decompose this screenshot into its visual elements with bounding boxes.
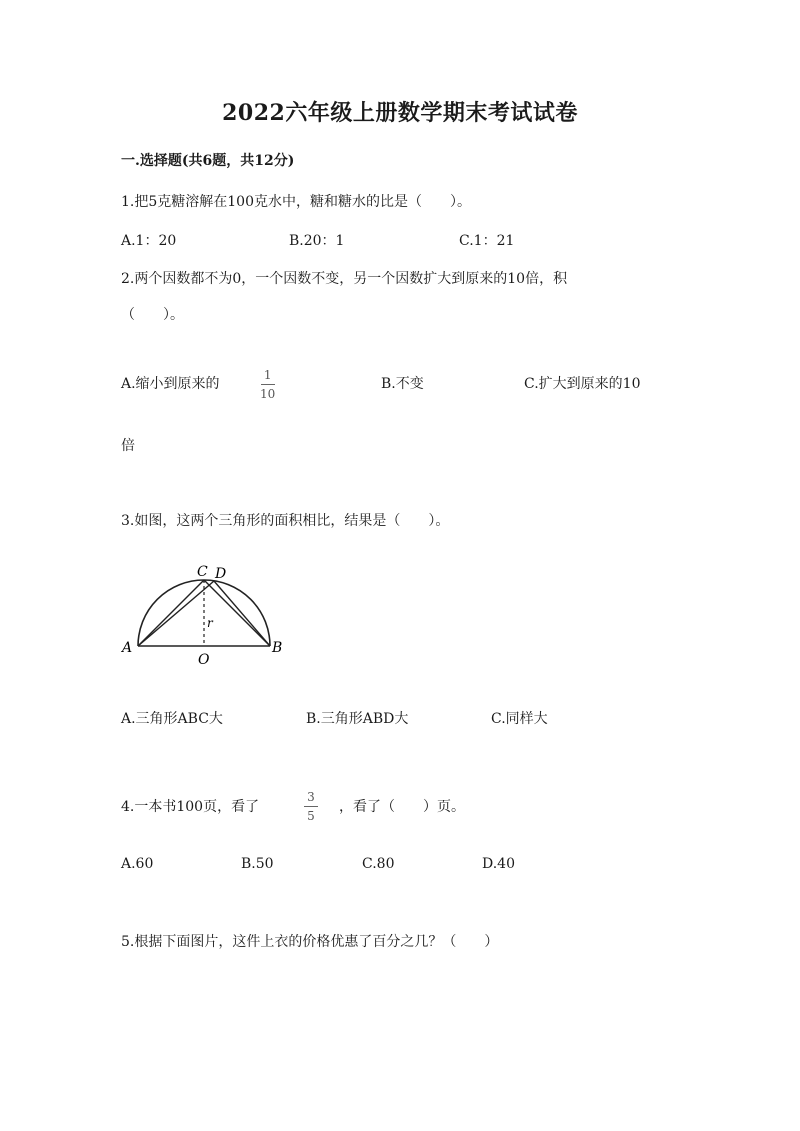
fraction-bar	[261, 384, 275, 385]
label-r: r	[207, 616, 213, 630]
fraction-denominator: 5	[307, 809, 315, 823]
section-heading: 一.选择题(共6题，共12分)	[121, 153, 295, 169]
question-4-fraction	[304, 790, 318, 823]
question-4-option-a[interactable]: A.60	[121, 856, 154, 872]
segment-ad	[138, 581, 214, 646]
question-4-option-c[interactable]: C.80	[362, 856, 395, 872]
question-3-option-c[interactable]: C.同样大	[491, 711, 548, 727]
question-1-option-a[interactable]: A.1：20	[121, 233, 177, 249]
label-b: B	[272, 640, 283, 656]
question-5-text: 5.根据下面图片，这件上衣的价格优惠了百分之几？（ ）	[121, 934, 499, 950]
question-1-option-c[interactable]: C.1：21	[459, 233, 515, 249]
question-2-option-b[interactable]: B.不变	[381, 376, 424, 392]
segment-cb	[204, 580, 270, 646]
question-1-option-b[interactable]: B.20：1	[289, 233, 345, 249]
page-title: 2022六年级上册数学期末考试试卷	[222, 100, 578, 126]
question-2-text-line1: 2.两个因数都不为0，一个因数不变，另一个因数扩大到原来的10倍，积	[121, 271, 568, 287]
fraction-bar	[304, 806, 318, 807]
question-3-figure	[118, 560, 293, 670]
fraction-denominator: 10	[260, 387, 276, 401]
label-c: C	[197, 564, 208, 580]
question-2-option-a[interactable]: A.缩小到原来的	[121, 376, 220, 392]
question-2-text-line2: （ ）。	[121, 307, 184, 323]
question-4-text-after: ，看了（ ）页。	[339, 799, 465, 815]
fraction-numerator: 1	[263, 368, 272, 382]
question-3-text: 3.如图，这两个三角形的面积相比，结果是（ ）。	[121, 513, 450, 529]
label-a: A	[122, 640, 133, 656]
question-2-option-c-continuation: 倍	[121, 438, 135, 454]
label-d: D	[215, 566, 227, 582]
question-3-option-a[interactable]: A.三角形ABC大	[121, 711, 223, 727]
question-4-option-d[interactable]: D.40	[482, 856, 515, 872]
question-1-text: 1.把5克糖溶解在100克水中，糖和糖水的比是（ ）。	[121, 194, 471, 210]
question-2-option-a-fraction	[258, 368, 277, 401]
segment-ac	[138, 580, 204, 646]
question-2-option-c[interactable]: C.扩大到原来的10	[524, 376, 641, 392]
fraction-numerator: 3	[307, 790, 315, 804]
question-4-option-b[interactable]: B.50	[241, 856, 274, 872]
question-3-option-b[interactable]: B.三角形ABD大	[306, 711, 409, 727]
question-4-text-before: 4.一本书100页，看了	[121, 799, 260, 815]
label-o: O	[198, 652, 210, 668]
